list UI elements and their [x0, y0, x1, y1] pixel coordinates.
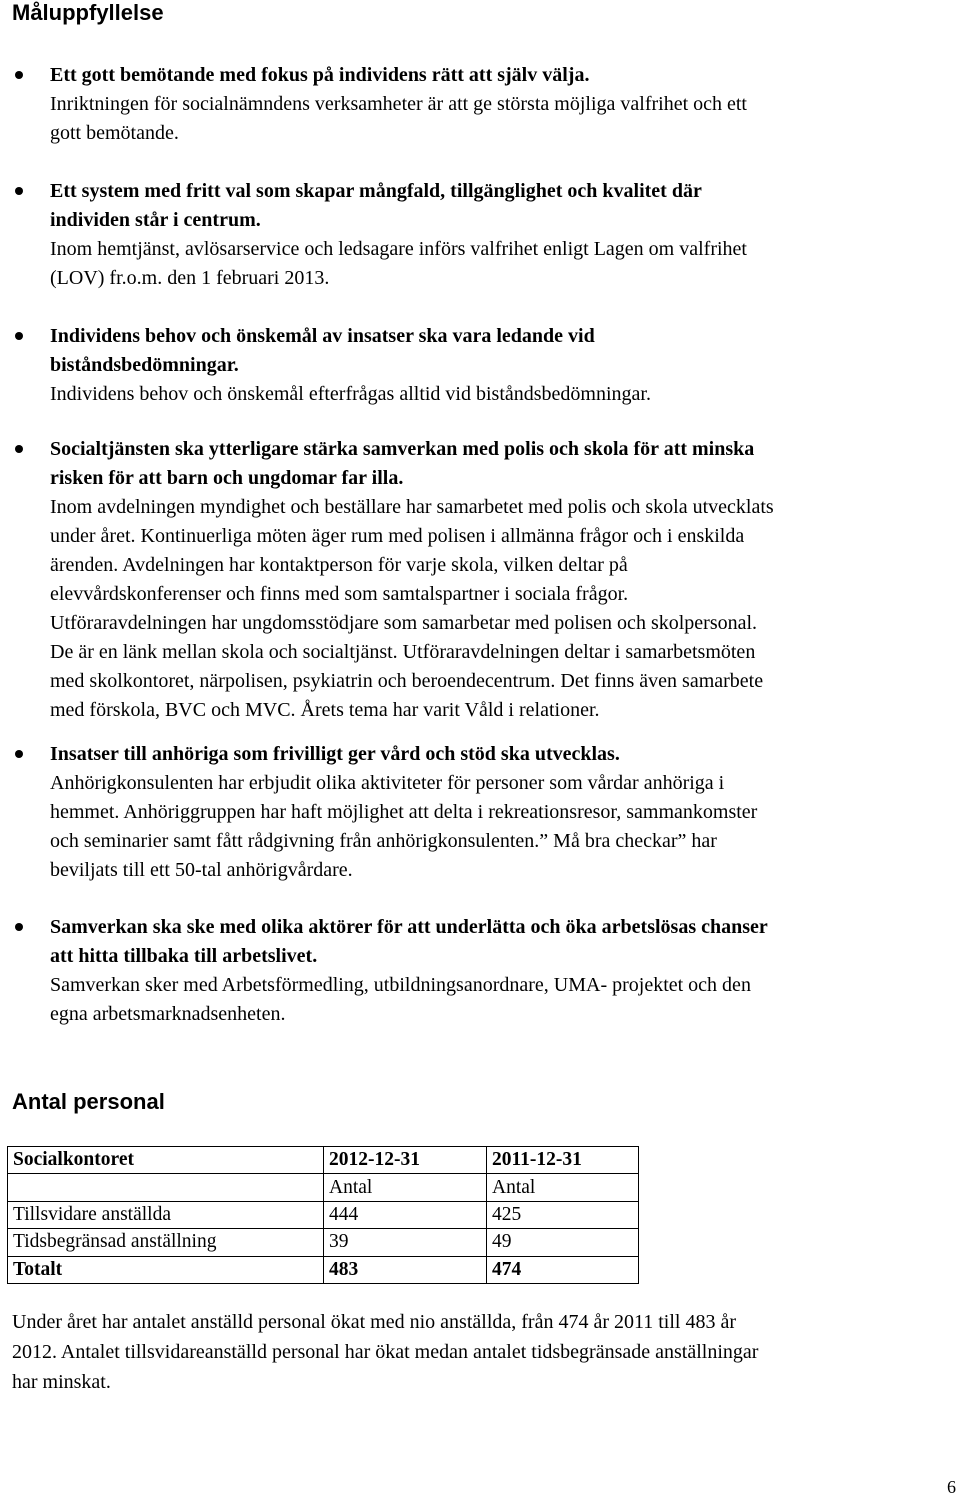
summary-paragraph [12, 1307, 952, 1397]
bullet-icon [15, 923, 23, 931]
goal-body-line: Inom avdelningen myndighet och beställare har samarbetet med polis och skola utvecklats [50, 496, 774, 518]
table-cell: 2011-12-31 [487, 1147, 639, 1174]
goal-heading-line: att hitta tillbaka till arbetslivet. [50, 945, 318, 967]
goal-body-line: och seminarier samt fått rådgivning från anhörigkonsulenten.” Må bra checkar” har [50, 830, 717, 852]
goal-body-line: Samverkan sker med Arbetsförmedling, utbildningsanordnare, UMA- projektet och den [50, 974, 751, 996]
goal-body-line: Anhörigkonsulenten har erbjudit olika aktiviteter för personer som vårdar anhöriga i [50, 772, 725, 794]
goal-body-line: med skolkontoret, närpolisen, psykiatrin och beroendecentrum. Det finns även samarbete [50, 670, 764, 692]
goal-text [50, 435, 958, 725]
table-row [8, 1147, 639, 1174]
table-cell: 2012-12-31 [324, 1147, 487, 1174]
goal-text [50, 61, 958, 148]
goal-body-line: gott bemötande. [50, 122, 179, 144]
table-cell: Tillsvidare anställda [8, 1201, 324, 1228]
goal-heading-line: Socialtjänsten ska ytterligare stärka samverkan med polis och skola för att minska [50, 438, 755, 460]
goal-text [50, 322, 958, 409]
table-cell: 483 [324, 1256, 487, 1283]
summary-line: 2012. Antalet tillsvidareanställd personal har ökat medan antalet tidsbegränsade anställningar [12, 1341, 759, 1363]
bullet-icon [15, 332, 23, 340]
table-cell [8, 1174, 324, 1201]
table-cell: 474 [487, 1256, 639, 1283]
table-row [8, 1174, 639, 1201]
bullet-icon [15, 445, 23, 453]
section-title: Måluppfyllelse [12, 0, 164, 25]
bullet-icon [15, 71, 23, 79]
table-cell: Totalt [8, 1256, 324, 1283]
goal-text [50, 177, 958, 293]
table-cell: Tidsbegränsad anställning [8, 1229, 324, 1256]
goal-body-line: under året. Kontinuerliga möten äger rum med polisen i allmänna frågor och i enskilda [50, 525, 745, 547]
summary-line: har minskat. [12, 1371, 111, 1393]
goal-heading-line: biståndsbedömningar. [50, 354, 239, 376]
goal-body-line: elevvårdskonferenser och finns med som samtalspartner i sociala frågor. [50, 583, 629, 605]
goal-heading-line: individen står i centrum. [50, 209, 261, 231]
table-cell: Antal [487, 1174, 639, 1201]
table-row [8, 1201, 639, 1228]
goal-body-line: Utföraravdelningen har ungdomsstödjare som samarbetar med polisen och skolpersonal. [50, 612, 758, 634]
summary-line: Under året har antalet anställd personal ökat med nio anställda, från 474 år 2011 till 483 år [12, 1311, 737, 1333]
goal-heading-line: Ett gott bemötande med fokus på individens rätt att själv välja. [50, 64, 590, 86]
goal-body-line: egna arbetsmarknadsenheten. [50, 1003, 286, 1025]
table-cell: 425 [487, 1201, 639, 1228]
personnel-title: Antal personal [12, 1089, 165, 1114]
goal-body-line: Inriktningen för socialnämndens verksamheter är att ge största möjliga valfrihet och ett [50, 93, 747, 115]
personnel-table [7, 1146, 639, 1284]
table-row [8, 1229, 639, 1256]
goal-text [50, 740, 958, 885]
table-row [8, 1256, 639, 1283]
goal-body-line: (LOV) fr.o.m. den 1 februari 2013. [50, 267, 330, 289]
bullet-icon [15, 750, 23, 758]
goal-body-line: Inom hemtjänst, avlösarservice och ledsagare införs valfrihet enligt Lagen om valfrihet [50, 238, 747, 260]
table-cell: 444 [324, 1201, 487, 1228]
table-cell: 49 [487, 1229, 639, 1256]
goal-body-line: med förskola, BVC och MVC. Årets tema har varit Våld i relationer. [50, 699, 600, 721]
goal-body-line: Individens behov och önskemål efterfrågas alltid vid biståndsbedömningar. [50, 383, 651, 405]
goal-text [50, 913, 958, 1029]
goal-heading-line: Ett system med fritt val som skapar mångfald, tillgänglighet och kvalitet där [50, 180, 702, 202]
goal-body-line: hemmet. Anhöriggruppen har haft möjlighet att delta i rekreationsresor, sammankomster [50, 801, 758, 823]
goal-heading-line: Individens behov och önskemål av insatser ska vara ledande vid [50, 325, 595, 347]
goal-heading-line: Insatser till anhöriga som frivilligt ger vård och stöd ska utvecklas. [50, 743, 620, 765]
goal-body-line: ärenden. Avdelningen har kontaktperson för varje skola, vilken deltar på [50, 554, 628, 576]
bullet-icon [15, 187, 23, 195]
goal-heading-line: Samverkan ska ske med olika aktörer för att underlätta och öka arbetslösas chanser [50, 916, 768, 938]
goal-body-line: De är en länk mellan skola och socialtjänst. Utföraravdelningen deltar i samarbetsmöten [50, 641, 756, 663]
goal-body-line: beviljats till ett 50-tal anhörigvårdare. [50, 859, 353, 881]
table-cell: Antal [324, 1174, 487, 1201]
table-cell: Socialkontoret [8, 1147, 324, 1174]
goal-heading-line: risken för att barn och ungdomar far illa. [50, 467, 404, 489]
table-cell: 39 [324, 1229, 487, 1256]
page-number: 6 [947, 1477, 956, 1497]
